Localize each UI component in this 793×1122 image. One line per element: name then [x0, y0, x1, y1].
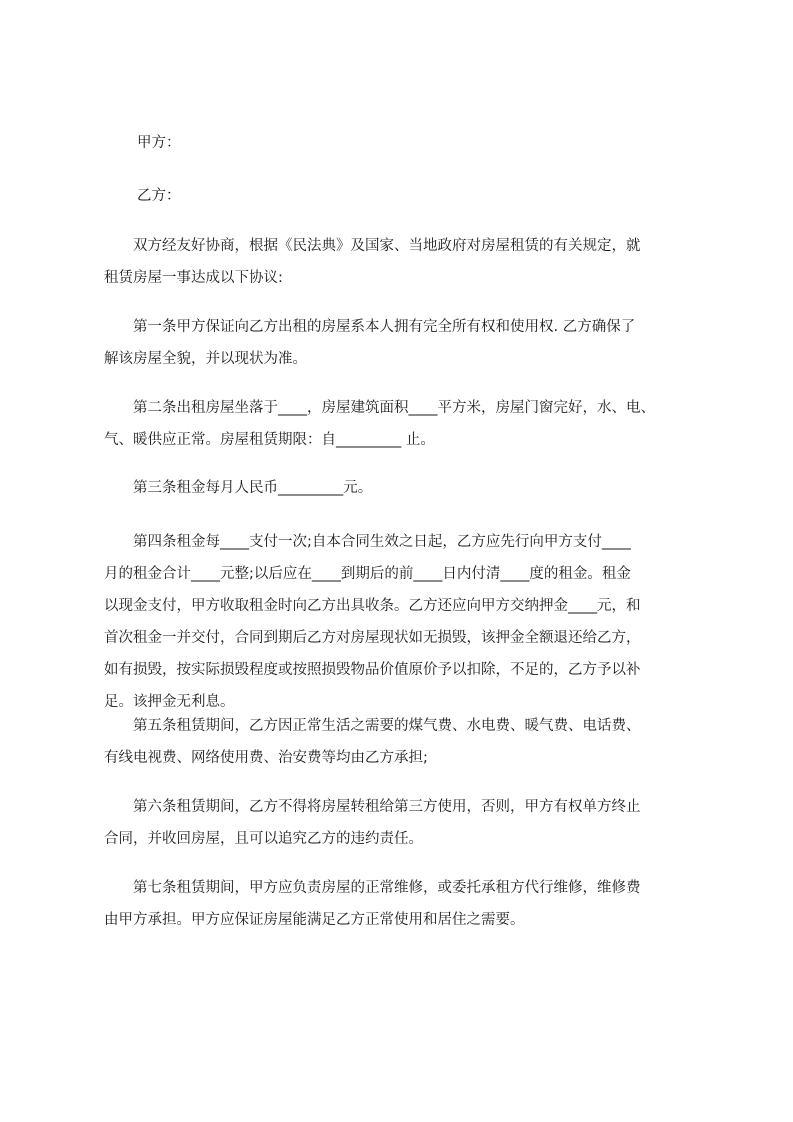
- paragraph-line: 首次租金一并交付，合同到期后乙方对房屋现状如无损毁，该押金全额退还给乙方，: [104, 630, 641, 646]
- article-1-paragraph: [104, 311, 704, 375]
- paragraph-line: 第一条甲方保证向乙方出租的房屋系本人拥有完全所有权和使用权. 乙方确保了: [104, 319, 636, 335]
- paragraph-line: 双方经友好协商，根据《民法典》及国家、当地政府对房屋租赁的有关规定，就: [104, 238, 641, 254]
- paragraph-line: 第六条租赁期间，乙方不得将房屋转租给第三方使用，否则，甲方有权单方终止: [104, 799, 641, 815]
- paragraph-line: 由甲方承担。甲方应保证房屋能满足乙方正常使用和居住之需要。: [104, 912, 525, 928]
- paragraph-line: 第七条租赁期间，甲方应负责房屋的正常维修，或委托承租方代行维修，维修费: [104, 880, 641, 896]
- paragraph-line: 月的租金合计____元整;以后应在____到期后的前____日内付清____度的租金。租金: [104, 566, 631, 582]
- paragraph-line: 以现金支付，甲方收取租金时向乙方出具收条。乙方还应向甲方交纳押金____元，和: [104, 598, 641, 614]
- paragraph-line: 解该房屋全貌，并以现状为准。: [104, 351, 307, 367]
- intro-paragraph: [104, 230, 704, 294]
- paragraph-line: 如有损毁，按实际损毁程度或按照损毁物品价值原价予以扣除，不足的，乙方予以补: [104, 662, 641, 678]
- article-2-paragraph: [104, 392, 704, 456]
- paragraph-line: 第三条租金每月人民币_________元。: [104, 480, 373, 496]
- article-5-paragraph: [104, 710, 704, 774]
- paragraph-line: 租赁房屋一事达成以下协议:: [104, 270, 283, 286]
- paragraph-line: 第四条租金每____支付一次;自本合同生效之日起，乙方应先行向甲方支付____: [104, 534, 631, 550]
- paragraph-line: 气、暖供应正常。房屋租赁期限：自_________ 止。: [104, 432, 435, 448]
- paragraph-line: 第五条租赁期间，乙方因正常生活之需要的煤气费、水电费、暖气费、电话费、: [104, 718, 641, 734]
- article-4-paragraph: [104, 526, 704, 718]
- paragraph-line: 第二条出租房屋坐落于____，房屋建筑面积____平方米，房屋门窗完好，水、电、: [104, 400, 655, 416]
- article-7-paragraph: [104, 872, 704, 936]
- paragraph-line: 有线电视费、网络使用费、治安费等均由乙方承担;: [104, 750, 428, 766]
- paragraph-line: 合同，并收回房屋，且可以追究乙方的违约责任。: [104, 831, 423, 847]
- paragraph-line: 足。该押金无利息。: [104, 694, 235, 710]
- article-3-paragraph: [104, 472, 704, 504]
- article-6-paragraph: [104, 791, 704, 855]
- party-a-label: 甲方：: [137, 135, 181, 151]
- party-b-label: 乙方：: [137, 188, 181, 204]
